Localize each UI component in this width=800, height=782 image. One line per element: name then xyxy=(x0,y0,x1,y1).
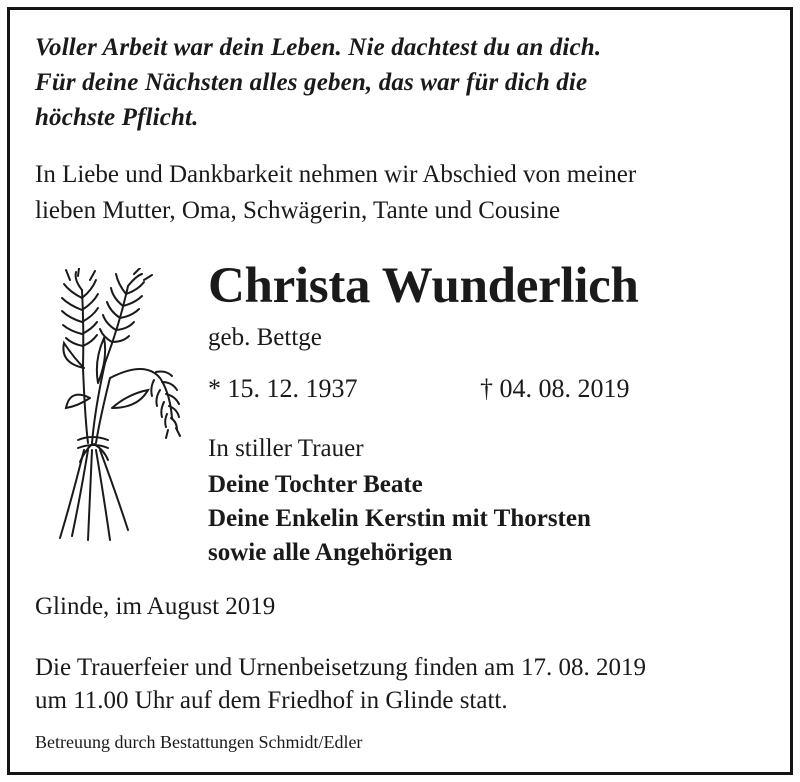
mourner-line: Deine Enkelin Kerstin mit Thorsten xyxy=(208,505,591,532)
intro-line: lieben Mutter, Oma, Schwägerin, Tante und Cousine xyxy=(35,197,561,224)
quote-line: Für deine Nächsten alles geben, das war für dich die xyxy=(35,69,588,96)
intro-line: In Liebe und Dankbarkeit nehmen wir Abschied von meiner xyxy=(35,161,637,188)
birth-date: * 15. 12. 1937 xyxy=(208,374,358,403)
service-line: Die Trauerfeier und Urnenbeisetzung finden am 17. 08. 2019 xyxy=(35,654,646,681)
service-line: um 11.00 Uhr auf dem Friedhof in Glinde statt. xyxy=(35,687,508,714)
quote-line: höchste Pflicht. xyxy=(35,104,199,131)
service-info xyxy=(35,651,646,717)
place-date: Glinde, im August 2019 xyxy=(35,593,276,620)
intro-text xyxy=(35,157,636,229)
undertaker-credit: Betreuung durch Bestattungen Schmidt/Edler xyxy=(35,732,363,752)
mourning-heading: In stiller Trauer xyxy=(208,435,364,462)
quote-line: Voller Arbeit war dein Leben. Nie dachtest du an dich. xyxy=(35,34,602,61)
mourners-list xyxy=(208,468,591,570)
wheat-sheaf-icon xyxy=(50,268,190,553)
mourner-line: Deine Tochter Beate xyxy=(208,471,423,498)
death-date: † 04. 08. 2019 xyxy=(480,374,630,403)
mourner-line: sowie alle Angehörigen xyxy=(208,539,453,566)
deceased-name: Christa Wunderlich xyxy=(208,258,639,314)
maiden-name: geb. Bettge xyxy=(208,324,322,351)
memorial-quote xyxy=(35,30,601,135)
